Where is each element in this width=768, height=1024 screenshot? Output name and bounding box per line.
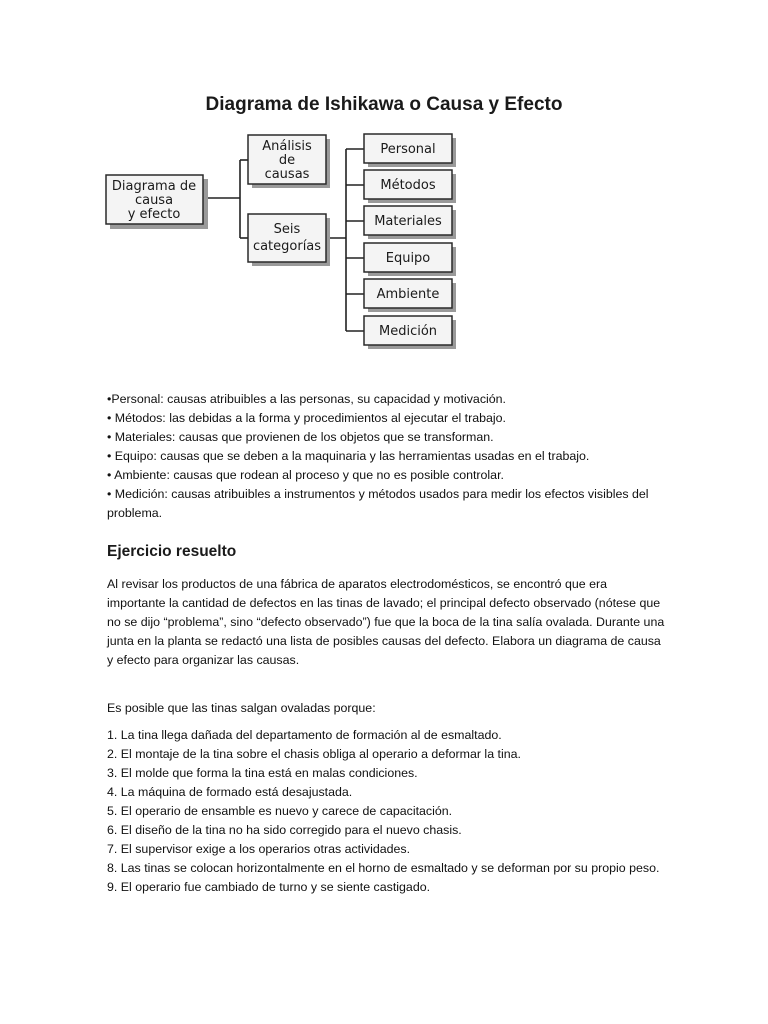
list-item: 2. El montaje de la tina sobre el chasis obliga al operario a deformar la tina. [107,747,521,761]
diagram-analysis-box [248,135,330,188]
list-item: 7. El supervisor exige a los operarios otras actividades. [107,842,411,856]
category-box-medicion [364,316,456,349]
list-item: 9. El operario fue cambiado de turno y se siente castigado. [107,880,431,894]
category-box-ambiente [364,279,456,312]
category-label: Materiales [374,214,442,229]
list-item: 3. El molde que forma la tina está en malas condiciones. [107,766,418,780]
analysis-line-1: Análisis [262,139,312,154]
exercise-intro [107,699,667,718]
analysis-line-2: de [278,153,296,168]
list-item: 8. Las tinas se colocan horizontalmente en el horno de esmaltado y se deforman por su propio peso. [107,861,660,875]
category-label: Ambiente [376,287,440,302]
root-line-2: causa [134,193,174,208]
six-line-1: Seis [273,222,301,237]
exercise-heading: Ejercicio resuelto [107,543,237,560]
category-box-materiales [364,206,456,239]
exercise-paragraph-text: Al revisar los productos de una fábrica de aparatos electrodomésticos, se encontró que era importante la cantidad de defectos en las tinas de lavado; el principal defecto observado (nótese que no se dijo “problema”, sino “defecto observado”) fue que la boca de la tina salía ovalada. Durante una junta en la planta se redactó una lista de posibles causas del defecto. Elabora un diagrama de causa y efecto para organizar las causas. [107,577,665,667]
bullet-personal: •Personal: causas atribuibles a las personas, su capacidad y motivación. [107,392,506,406]
page-title: Diagrama de Ishikawa o Causa y Efecto [205,94,563,115]
bullet-ambiente: • Ambiente: causas que rodean al proceso y que no es posible controlar. [107,468,504,482]
causes-list [107,726,667,897]
root-line-1: Diagrama de [111,179,197,194]
list-item: 4. La máquina de formado está desajustada. [107,785,353,799]
root-line-3: y efecto [127,207,181,222]
category-label: Equipo [385,251,431,266]
exercise-intro-text: Es posible que las tinas salgan ovaladas porque: [107,701,376,715]
bullet-medicion: • Medición: causas atribuibles a instrumentos y métodos usados para medir los efectos visibles del problema. [107,487,649,520]
category-box-personal [364,134,456,167]
exercise-paragraph [107,575,667,670]
six-line-2: categorías [252,239,322,254]
bullet-equipo: • Equipo: causas que se deben a la maquinaria y las herramientas usadas en el trabajo. [107,449,590,463]
bullet-materiales: • Materiales: causas que provienen de los objetos que se transforman. [107,430,494,444]
diagram-six-categories-box [248,214,330,266]
list-item: 1. La tina llega dañada del departamento de formación al de esmaltado. [107,728,502,742]
list-item: 5. El operario de ensamble es nuevo y carece de capacitación. [107,804,453,818]
diagram-root-box [106,175,208,229]
list-item: 6. El diseño de la tina no ha sido corregido para el nuevo chasis. [107,823,462,837]
category-label: Métodos [380,178,436,193]
category-label: Personal [380,142,436,157]
ishikawa-diagram [0,0,768,360]
analysis-line-3: causas [264,167,310,182]
bullet-metodos: • Métodos: las debidas a la forma y procedimientos al ejecutar el trabajo. [107,411,506,425]
category-bullets [107,390,667,523]
category-label: Medición [378,324,438,339]
category-box-metodos [364,170,456,203]
category-box-equipo [364,243,456,276]
